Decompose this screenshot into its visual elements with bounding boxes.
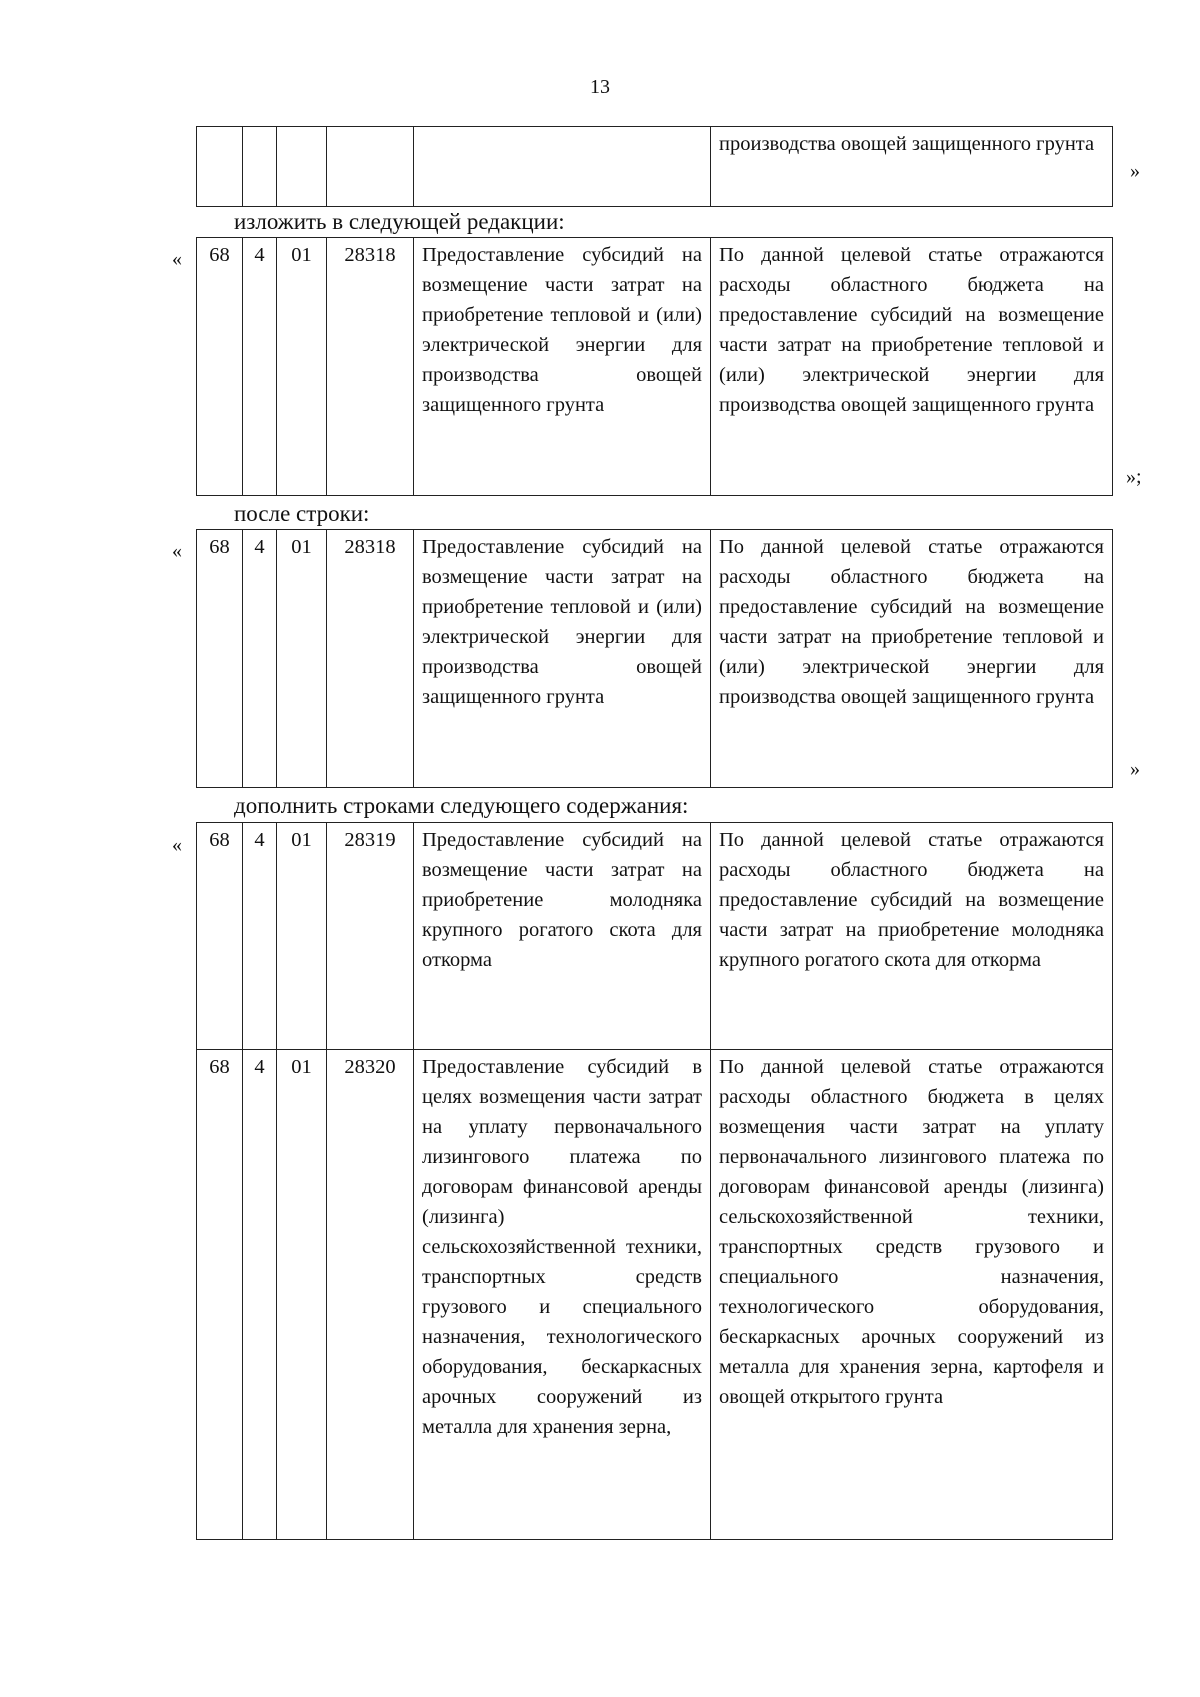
name-cell: Предоставление субсидий на возмещение части затрат на приобретение тепловой и (или) электрической энергии для производства овощей защищенного грунта <box>414 530 711 788</box>
name-cell: Предоставление субсидий на возмещение части затрат на приобретение тепловой и (или) электрической энергии для производства овощей защищенного грунта <box>414 238 711 496</box>
name-cell: Предоставление субсидий в целях возмещения части затрат на уплату первоначального лизингового платежа по договорам финансовой аренды (лизинга) сельскохозяйственной техники, транспортных средств грузового и специального назначения, технологического оборудования, бескаркасных арочных сооружений из металла для хранения зерна, <box>414 1050 711 1540</box>
name-cell: Предоставление субсидий на возмещение части затрат на приобретение молодняка крупного рогатого скота для откорма <box>414 823 711 1050</box>
name-cell <box>414 127 711 207</box>
code-cell-3: 01 <box>277 823 327 1050</box>
table-additions <box>196 822 1113 1540</box>
table-row <box>197 530 1113 788</box>
close-quote: » <box>1130 160 1140 182</box>
code-cell-2: 4 <box>243 823 277 1050</box>
code-cell-4: 28320 <box>327 1050 414 1540</box>
code-cell-2: 4 <box>243 1050 277 1540</box>
code-cell-2: 4 <box>243 238 277 496</box>
close-quote: »; <box>1126 466 1142 488</box>
page-number: 13 <box>590 76 610 98</box>
code-cell-1: 68 <box>197 530 243 788</box>
section-heading: изложить в следующей редакции: <box>234 209 565 234</box>
open-quote: « <box>172 834 182 856</box>
open-quote: « <box>172 540 182 562</box>
code-cell-1: 68 <box>197 823 243 1050</box>
table-row <box>197 1050 1113 1540</box>
description-cell: производства овощей защищенного грунта <box>711 127 1113 207</box>
code-cell-4: 28319 <box>327 823 414 1050</box>
code-cell-2: 4 <box>243 530 277 788</box>
description-cell: По данной целевой статье отражаются расходы областного бюджета в целях возмещения части затрат на уплату первоначального лизингового платежа по договорам финансовой аренды (лизинга) сельскохозяйственной техники, транспортных средств грузового и специального назначения, технологического оборудования, бескаркасных арочных сооружений из металла для хранения зерна, картофеля и овощей открытого грунта <box>711 1050 1113 1540</box>
code-cell-3: 01 <box>277 238 327 496</box>
table-row <box>197 238 1113 496</box>
table-row <box>197 127 1113 207</box>
section-heading: после строки: <box>234 501 370 526</box>
table-continuation <box>196 126 1113 207</box>
code-cell-1 <box>197 127 243 207</box>
code-cell-4: 28318 <box>327 530 414 788</box>
description-cell: По данной целевой статье отражаются расходы областного бюджета на предоставление субсидий на возмещение части затрат на приобретение тепловой и (или) электрической энергии для производства овощей защищенного грунта <box>711 530 1113 788</box>
code-cell-4 <box>327 127 414 207</box>
close-quote: » <box>1130 758 1140 780</box>
code-cell-3: 01 <box>277 1050 327 1540</box>
description-cell: По данной целевой статье отражаются расходы областного бюджета на предоставление субсидий на возмещение части затрат на приобретение молодняка крупного рогатого скота для откорма <box>711 823 1113 1050</box>
code-cell-3: 01 <box>277 530 327 788</box>
code-cell-1: 68 <box>197 238 243 496</box>
code-cell-4: 28318 <box>327 238 414 496</box>
open-quote: « <box>172 248 182 270</box>
code-cell-2 <box>243 127 277 207</box>
table-row <box>197 823 1113 1050</box>
section-heading: дополнить строками следующего содержания: <box>234 793 689 818</box>
table-replacement <box>196 237 1113 496</box>
description-cell: По данной целевой статье отражаются расходы областного бюджета на предоставление субсидий на возмещение части затрат на приобретение тепловой и (или) электрической энергии для производства овощей защищенного грунта <box>711 238 1113 496</box>
code-cell-1: 68 <box>197 1050 243 1540</box>
code-cell-3 <box>277 127 327 207</box>
table-after-row <box>196 529 1113 788</box>
